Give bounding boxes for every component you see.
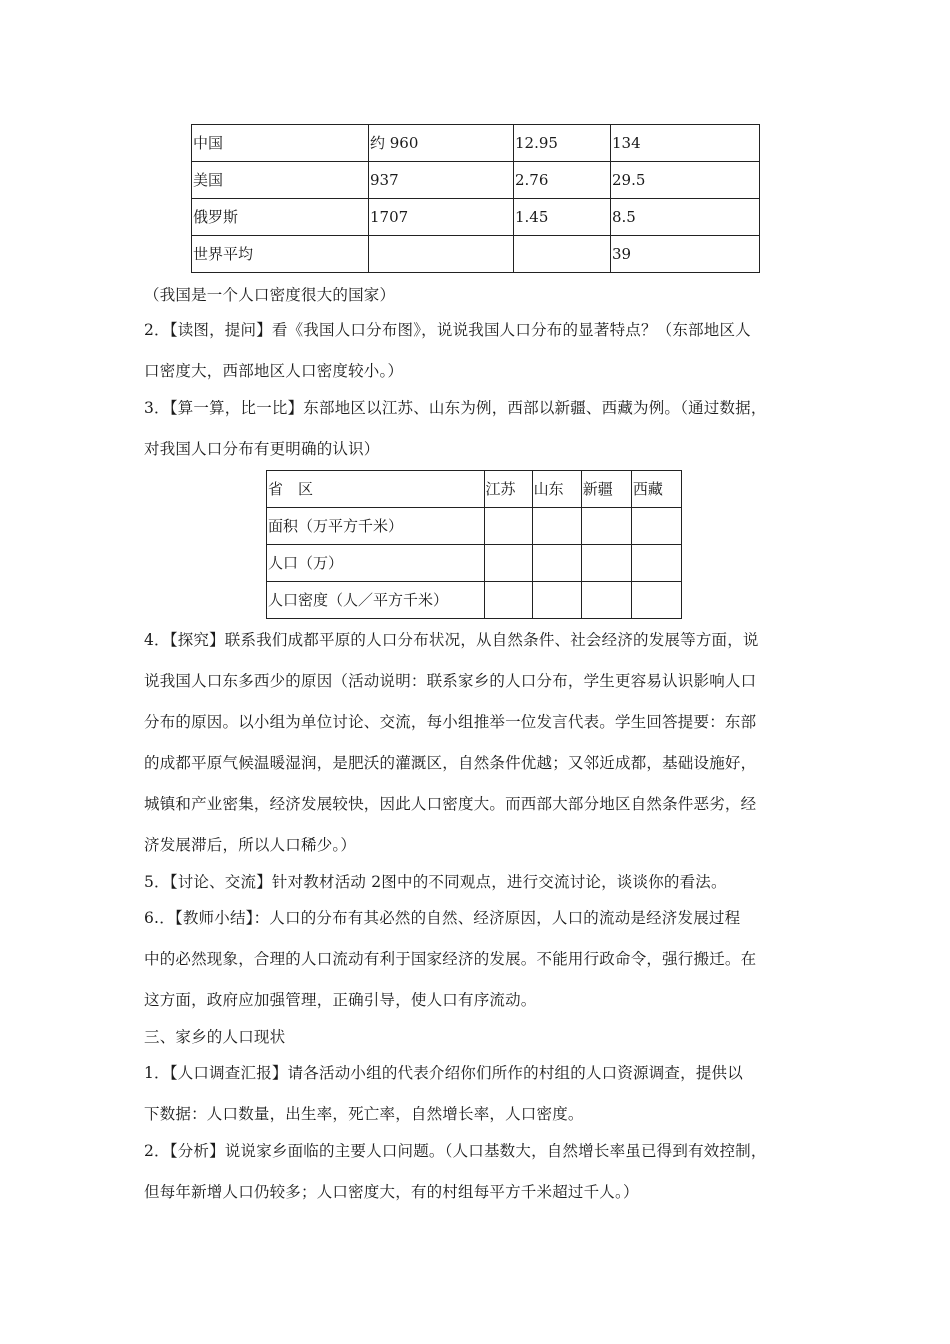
table-cell: 世界平均 xyxy=(192,236,369,273)
table-row xyxy=(267,545,682,582)
table-header-row xyxy=(267,471,682,508)
section-3-item-2-line-1: 2．【分析】说说家乡面临的主要人口问题。（人口基数大，自然增长率虽已得到有效控制， xyxy=(144,1142,767,1160)
table-cell xyxy=(484,582,532,619)
section-3-title: 三、家乡的人口现状 xyxy=(144,1028,286,1046)
table-header-cell: 新疆 xyxy=(581,471,631,508)
table-row xyxy=(192,125,760,162)
table-cell: 人口密度（人／平方千米） xyxy=(267,582,485,619)
item-6-line-3: 这方面，政府应加强管理，正确引导，使人口有序流动。 xyxy=(144,991,537,1009)
table-cell: 1707 xyxy=(369,199,514,236)
item-4-line-1: 4．【探究】联系我们成都平原的人口分布状况，从自然条件、社会经济的发展等方面，说 xyxy=(144,631,759,649)
table-cell: 29.5 xyxy=(611,162,760,199)
table-row xyxy=(192,199,760,236)
item-6-line-2: 中的必然现象，合理的人口流动有利于国家经济的发展。不能用行政命令，强行搬迁。在 xyxy=(144,950,757,968)
table-cell: 人口（万） xyxy=(267,545,485,582)
province-population-table xyxy=(266,470,682,619)
note-line: （我国是一个人口密度很大的国家） xyxy=(144,286,396,304)
table-cell xyxy=(514,236,611,273)
item-3-line-2: 对我国人口分布有更明确的认识） xyxy=(144,440,380,458)
item-4-line-2: 说我国人口东多西少的原因（活动说明：联系家乡的人口分布，学生更容易认识影响人口 xyxy=(144,672,757,690)
item-4-line-5: 城镇和产业密集，经济发展较快，因此人口密度大。而西部大部分地区自然条件恶劣，经 xyxy=(144,795,757,813)
table-row xyxy=(267,582,682,619)
table-cell: 39 xyxy=(611,236,760,273)
table-cell: 2.76 xyxy=(514,162,611,199)
table-cell: 俄罗斯 xyxy=(192,199,369,236)
item-2-line-2: 口密度大，西部地区人口密度较小。） xyxy=(144,362,404,380)
table-cell xyxy=(631,545,681,582)
item-4-line-3: 分布的原因。以小组为单位讨论、交流，每小组推举一位发言代表。学生回答提要：东部 xyxy=(144,713,757,731)
table-cell: 937 xyxy=(369,162,514,199)
table-cell: 8.5 xyxy=(611,199,760,236)
table-cell xyxy=(532,582,581,619)
table-cell xyxy=(631,582,681,619)
section-3-item-1-line-1: 1．【人口调查汇报】请各活动小组的代表介绍你们所作的村组的人口资源调查，提供以 xyxy=(144,1064,743,1082)
table-cell: 1.45 xyxy=(514,199,611,236)
table-header-cell: 江苏 xyxy=(484,471,532,508)
table-cell xyxy=(581,545,631,582)
table-row xyxy=(192,236,760,273)
table-cell: 中国 xyxy=(192,125,369,162)
item-3-line-1: 3．【算一算，比一比】东部地区以江苏、山东为例，西部以新疆、西藏为例。（通过数据， xyxy=(144,399,767,417)
item-6-line-1: 6.．【教师小结】：人口的分布有其必然的自然、经济原因，人口的流动是经济发展过程 xyxy=(144,909,741,927)
section-3-item-2-line-2: 但每年新增人口仍较多；人口密度大，有的村组每平方千米超过千人。） xyxy=(144,1183,639,1201)
table-cell xyxy=(484,508,532,545)
country-population-table xyxy=(191,124,760,273)
table-cell xyxy=(581,582,631,619)
table-cell xyxy=(631,508,681,545)
table-cell: 美国 xyxy=(192,162,369,199)
table-header-cell: 西藏 xyxy=(631,471,681,508)
table-cell xyxy=(484,545,532,582)
table-cell: 12.95 xyxy=(514,125,611,162)
table-header-cell: 省 区 xyxy=(267,471,485,508)
table-cell: 面积（万平方千米） xyxy=(267,508,485,545)
table-cell xyxy=(532,545,581,582)
table-cell xyxy=(581,508,631,545)
item-5-line: 5．【讨论、交流】针对教材活动 2图中的不同观点，进行交流讨论，谈谈你的看法。 xyxy=(144,873,727,891)
table-cell xyxy=(532,508,581,545)
table-header-cell: 山东 xyxy=(532,471,581,508)
item-2-line-1: 2．【读图，提问】看《我国人口分布图》，说说我国人口分布的显著特点？（东部地区人 xyxy=(144,321,751,339)
section-3-item-1-line-2: 下数据：人口数量，出生率，死亡率，自然增长率，人口密度。 xyxy=(144,1105,584,1123)
table-cell xyxy=(369,236,514,273)
table-row xyxy=(192,162,760,199)
table-cell: 约 960 xyxy=(369,125,514,162)
table-row xyxy=(267,508,682,545)
item-4-line-6: 济发展滞后，所以人口稀少。） xyxy=(144,836,357,854)
item-4-line-4: 的成都平原气候温暖湿润，是肥沃的灌溉区，自然条件优越；又邻近成都，基础设施好， xyxy=(144,754,757,772)
table-cell: 134 xyxy=(611,125,760,162)
